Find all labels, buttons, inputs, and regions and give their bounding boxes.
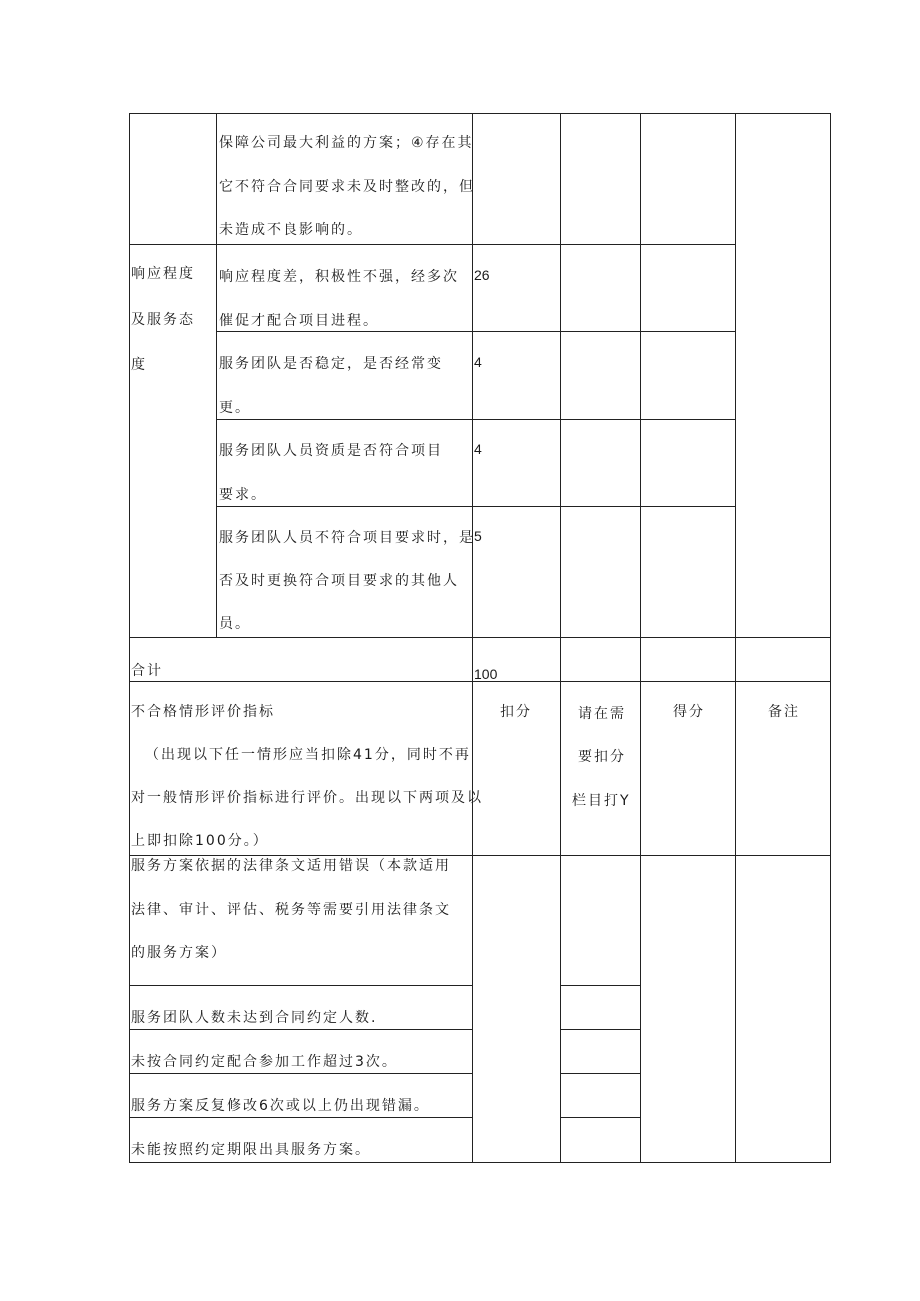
criterion-text-line: 服务团队人员资质是否符合项目 xyxy=(219,443,443,459)
row-divider xyxy=(216,419,735,420)
row-divider xyxy=(129,985,472,986)
column-header-mark-line: 请在需 xyxy=(578,706,626,722)
criterion-text-line: 要求。 xyxy=(219,487,267,503)
criterion-text-line: 催促才配合项目进程。 xyxy=(219,313,379,329)
criterion-text-line: 它不符合合同要求未及时整改的，但 xyxy=(219,179,475,195)
col-divider-got xyxy=(640,113,641,1163)
criterion-text-line: 服务团队人员不符合项目要求时，是 xyxy=(219,530,475,546)
row-divider xyxy=(129,1029,472,1030)
row-divider xyxy=(560,1117,640,1118)
table-border-top xyxy=(129,113,831,114)
category-label-line: 响应程度 xyxy=(131,266,195,282)
table-border-left xyxy=(129,113,130,1163)
table-border-right xyxy=(830,113,831,1163)
row-divider xyxy=(129,244,735,245)
unqualified-item-line: 法律、审计、评估、税务等需要引用法律条文 xyxy=(131,902,451,918)
row-divider xyxy=(560,1029,640,1030)
col-divider-mark xyxy=(560,113,561,1163)
criterion-text-line: 保障公司最大利益的方案；④存在其 xyxy=(219,135,474,151)
unqualified-item-line: 服务方案反复修改6次或以上仍出现错漏。 xyxy=(131,1098,430,1114)
max-score: 4 xyxy=(474,354,482,370)
unqualified-item-line: 服务方案依据的法律条文适用错误（本款适用 xyxy=(131,858,451,874)
column-header-score: 得分 xyxy=(673,704,705,720)
row-divider xyxy=(129,1073,472,1074)
criterion-text-line: 服务团队是否稳定，是否经常变 xyxy=(219,356,443,372)
criterion-text-line: 否及时更换符合项目要求的其他人 xyxy=(219,573,459,589)
col-divider-score xyxy=(472,113,473,1163)
row-divider xyxy=(129,1117,472,1118)
criterion-text-line: 更。 xyxy=(219,400,251,416)
criterion-text-line: 未造成不良影响的。 xyxy=(219,222,363,238)
criterion-text-line: 响应程度差，积极性不强，经多次 xyxy=(219,269,459,285)
column-header-remark: 备注 xyxy=(768,704,800,720)
column-header-mark-line: 栏目打Y xyxy=(572,793,631,809)
criterion-text-line: 员。 xyxy=(219,616,251,632)
category-label-line: 度 xyxy=(131,357,147,373)
max-score: 5 xyxy=(474,528,482,544)
row-divider xyxy=(216,506,735,507)
total-score: 100 xyxy=(474,666,498,682)
unqualified-title: 不合格情形评价指标 xyxy=(131,704,275,720)
col-divider-category xyxy=(216,113,217,637)
unqualified-item-line: 未按合同约定配合参加工作超过3次。 xyxy=(131,1054,398,1070)
row-divider xyxy=(560,985,640,986)
table-border-bottom xyxy=(129,1162,831,1163)
unqualified-item-line: 服务团队人数未达到合同约定人数. xyxy=(131,1010,378,1026)
unqualified-note-line: （出现以下任一情形应当扣除41分，同时不再 xyxy=(145,747,471,763)
category-label-line: 及服务态 xyxy=(131,312,195,328)
max-score: 4 xyxy=(474,441,482,457)
unqualified-item-line: 未能按照约定期限出具服务方案。 xyxy=(131,1142,371,1158)
total-label: 合计 xyxy=(131,663,163,679)
unqualified-note-line: 上即扣除100分。） xyxy=(131,833,269,849)
column-header-mark-line: 要扣分 xyxy=(578,749,626,765)
row-divider xyxy=(560,1073,640,1074)
max-score: 26 xyxy=(474,267,490,283)
row-divider xyxy=(129,637,831,638)
unqualified-item-line: 的服务方案） xyxy=(131,945,227,961)
unqualified-note-line: 对一般情形评价指标进行评价。出现以下两项及以 xyxy=(131,790,483,806)
column-header-deduct: 扣分 xyxy=(500,704,532,720)
col-divider-remark xyxy=(735,113,736,1163)
